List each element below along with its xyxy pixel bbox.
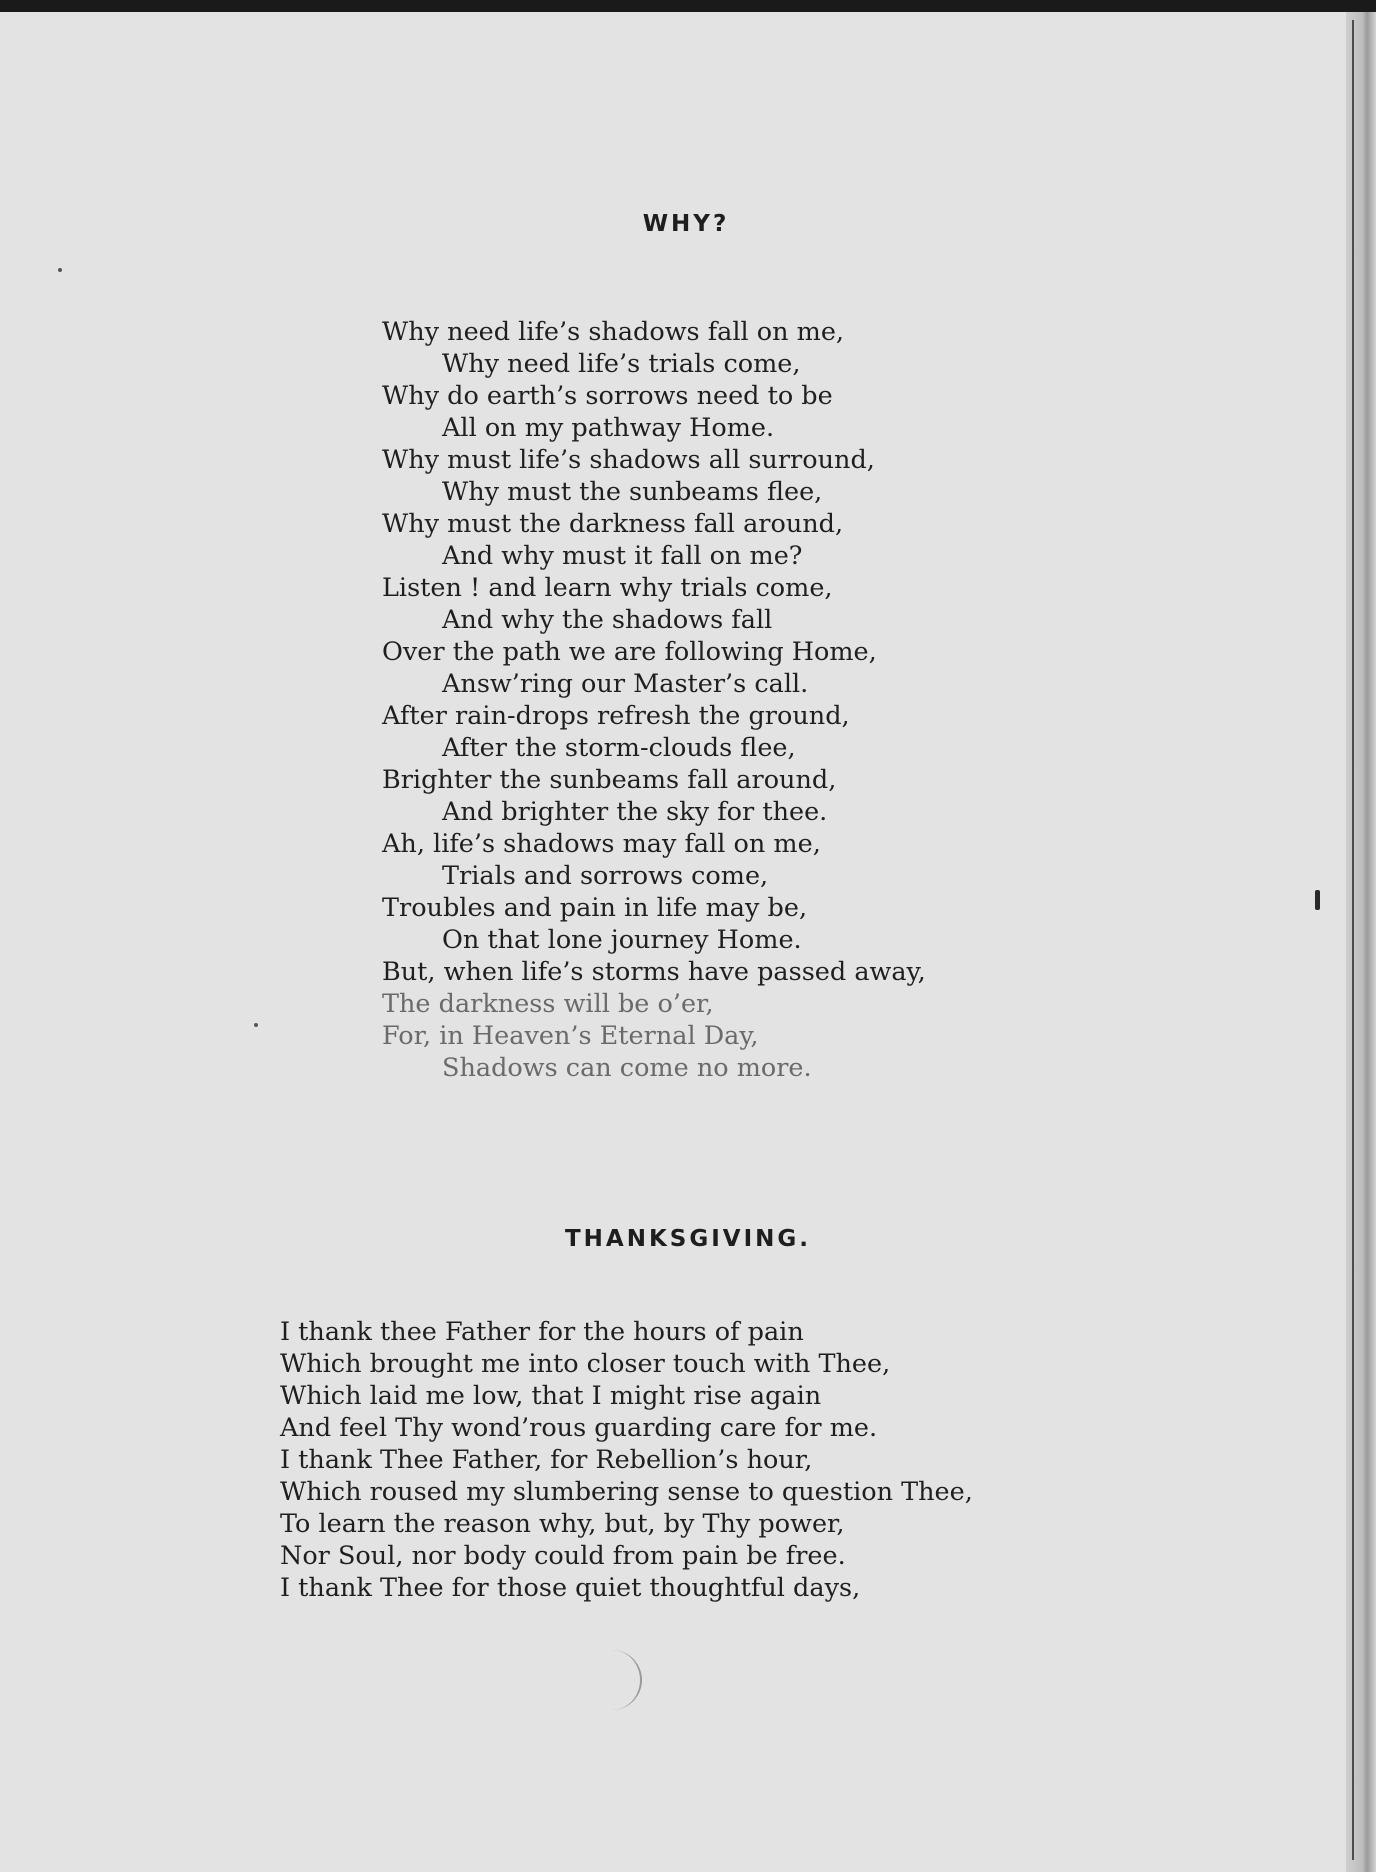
poem-line: For, in Heaven’s Eternal Day, (382, 1021, 759, 1051)
poem-line: I thank Thee Father, for Rebellion’s hour, (280, 1445, 813, 1475)
poem-line: On that lone journey Home. (442, 925, 802, 955)
poem-line: Listen ! and learn why trials come, (382, 573, 833, 603)
poem-line: Why need life’s shadows fall on me, (382, 317, 845, 347)
poem-line: Why must the darkness fall around, (382, 509, 844, 539)
poem-line: To learn the reason why, but, by Thy power, (280, 1509, 845, 1539)
margin-mark (1315, 890, 1320, 910)
poem-line: And why must it fall on me? (442, 541, 803, 571)
poem-line: Answ’ring our Master’s call. (442, 669, 809, 699)
poem-line: Shadows can come no more. (442, 1053, 812, 1083)
poem-line: The darkness will be o’er, (382, 989, 714, 1019)
poem-line: Why need life’s trials come, (442, 349, 801, 379)
speck (254, 1023, 258, 1027)
poem-line: Troubles and pain in life may be, (382, 893, 808, 923)
poem-line: Which brought me into closer touch with Thee, (280, 1349, 891, 1379)
gutter-line (1352, 20, 1354, 1860)
poem-thanksgiving-body (280, 1316, 973, 1604)
poem-line: Trials and sorrows come, (442, 861, 769, 891)
poem-line: Brighter the sunbeams fall around, (382, 765, 837, 795)
poem-title-thanksgiving: THANKSGIVING. (564, 1226, 812, 1252)
poem-line: All on my pathway Home. (442, 413, 775, 443)
poem-line: Why do earth’s sorrows need to be (382, 381, 833, 411)
poem-line: Nor Soul, nor body could from pain be free. (280, 1541, 846, 1571)
poem-line: Over the path we are following Home, (382, 637, 877, 667)
poem-line: Why must the sunbeams flee, (442, 477, 823, 507)
poem-line: After the storm-clouds flee, (442, 733, 796, 763)
speck (58, 268, 62, 272)
poem-line: But, when life’s storms have passed away, (382, 957, 926, 987)
page-gutter (1346, 12, 1376, 1872)
poem-line: And feel Thy wond’rous guarding care for me. (280, 1413, 878, 1443)
poem-line: Why must life’s shadows all surround, (382, 445, 875, 475)
scan-top-border (0, 0, 1376, 12)
poem-line: Which roused my slumbering sense to question Thee, (280, 1477, 973, 1507)
poem-line: I thank Thee for those quiet thoughtful days, (280, 1573, 861, 1603)
poem-line: Which laid me low, that I might rise again (280, 1381, 822, 1411)
poem-line: And why the shadows fall (442, 605, 773, 635)
poem-line: After rain-drops refresh the ground, (382, 701, 850, 731)
poem-title-why: WHY? (642, 211, 730, 237)
poem-line: I thank thee Father for the hours of pain (280, 1317, 804, 1347)
poem-line: And brighter the sky for thee. (442, 797, 828, 827)
poem-line: Ah, life’s shadows may fall on me, (382, 829, 821, 859)
poem-why-body (382, 316, 926, 1084)
